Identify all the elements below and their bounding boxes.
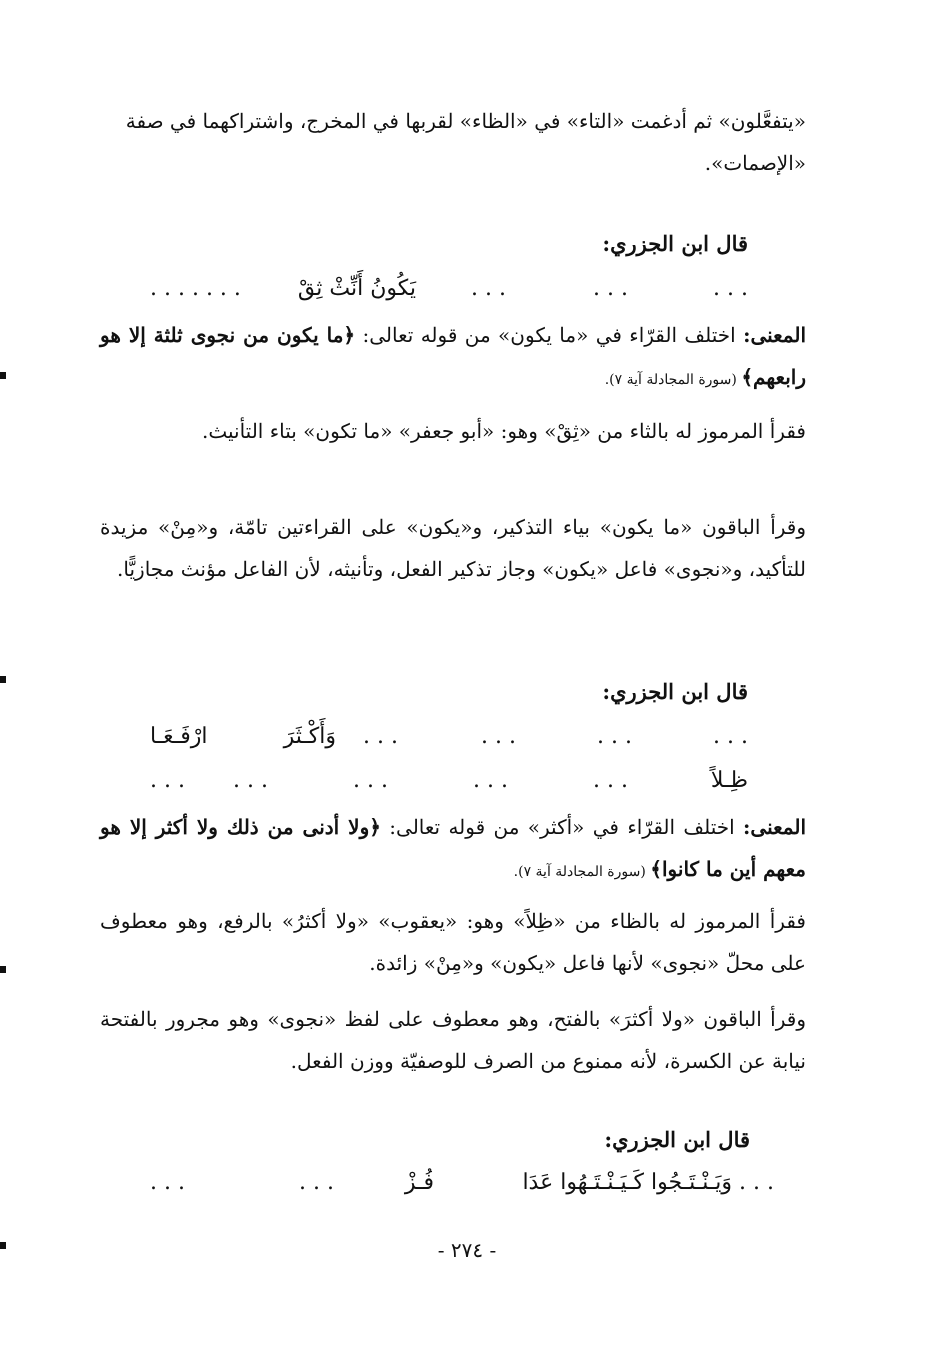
- verse-word: وَأَكْـثَرَ: [283, 724, 336, 749]
- page-number: - ٢٧٤ -: [437, 1238, 497, 1262]
- scan-edge-mark: [0, 676, 6, 683]
- meaning-text: اختلف القرّاء في «أكثر» من قوله تعالى:: [380, 815, 744, 839]
- section-1-paragraph-2: وقرأ الباقون «ما يكون» بياء التذكير، و«يكون» على القراءتين تامّة، و«مِنْ» مزيدة للتأكيد، و«نجوى» فاعل «يكون» وجاز تذكير الفعل، وتأنيثه، لأن الفاعل مؤنث مجازيًّا.: [100, 515, 807, 581]
- verse-word: فُـزْ: [404, 1170, 434, 1195]
- verse-dots: . . .: [353, 768, 388, 793]
- section-2-verse-line-1: [150, 718, 748, 756]
- scan-edge-mark: [0, 1242, 6, 1249]
- verse-dots: . . .: [150, 768, 185, 793]
- verse-word: ظِـلاً: [710, 768, 748, 793]
- section-1-verse: [150, 270, 748, 308]
- section-2-paragraph-2: وقرأ الباقون «ولا أكثرَ» بالفتح، وهو معطوف على لفظ «نجوى» وهو مجرور بالفتحة نيابة عن الكسرة، لأنه ممنوع من الصرف للوصفيّة ووزن الفعل.: [100, 1007, 806, 1073]
- surah-reference: (سورة المجادلة آية ٧).: [604, 372, 742, 388]
- section-2-paragraph-1: فقرأ المرموز له بالظاء من «ظِلاً» وهو: «يعقوب» «ولا أكثرُ» بالرفع، وهو معطوف على محلّ «نجوى» لأنها فاعل «يكون» و«مِنْ» زائدة.: [100, 909, 806, 975]
- section-3-verse: [150, 1164, 774, 1202]
- scan-edge-mark: [0, 372, 6, 379]
- quran-quote: ﴿ما يكون من نجوى ثلثة إلا هو رابعهم﴾: [100, 323, 806, 389]
- verse-dots: . . .: [363, 724, 398, 749]
- scan-edge-mark: [0, 966, 6, 973]
- section-1-meaning: [100, 314, 806, 401]
- verse-dots: . . .: [473, 768, 508, 793]
- section-3-heading: قال ابن الجزري:: [604, 1127, 750, 1152]
- verse-dots: . . .: [299, 1170, 334, 1195]
- verse-dots: . . .: [713, 724, 748, 749]
- verse-dots: . . .: [597, 724, 632, 749]
- section-1-heading: قال ابن الجزري:: [602, 231, 748, 256]
- verse-dots: . . .: [150, 1170, 185, 1195]
- intro-line-1: «يتفعَّلون» ثم أدغمت «التاء» في «الظاء» لقربها في المخرج، واشتراكهما في صفة: [125, 109, 806, 133]
- meaning-label: المعنى:: [743, 323, 807, 347]
- verse-words: . . . وَيَـنْـتَـجُوا كَـيَـنْـتَـهُوا عَدَا: [522, 1170, 774, 1195]
- section-1-paragraph-1: فقرأ المرموز له بالثاء من «ثِقْ» وهو: «أبو جعفر» «ما تكون» بتاء التأنيث.: [201, 419, 806, 443]
- verse-dots: . . .: [471, 276, 506, 301]
- verse-dots: . . .: [233, 768, 268, 793]
- section-2-verse-line-2: [150, 762, 748, 800]
- verse-dots: . . . . . . .: [150, 276, 241, 301]
- section-2-meaning: [100, 806, 806, 893]
- verse-dots: . . .: [713, 276, 748, 301]
- meaning-text: اختلف القرّاء في «ما يكون» من قوله تعالى:: [355, 323, 744, 347]
- intro-line-2: «الإصمات».: [704, 151, 806, 175]
- verse-word: ارْفَـعَـا: [150, 724, 208, 749]
- verse-words: يَكُونُ أَنِّثْ ثِقْ: [297, 276, 416, 301]
- meaning-label: المعنى:: [743, 815, 806, 839]
- verse-dots: . . .: [481, 724, 516, 749]
- quran-quote: ﴿ولا أدنى من ذلك ولا أكثر إلا هو معهم أين ما كانوا﴾: [100, 815, 806, 881]
- verse-dots: . . .: [593, 768, 628, 793]
- verse-dots: . . .: [593, 276, 628, 301]
- surah-reference: (سورة المجادلة آية ٧).: [513, 864, 651, 880]
- section-2-heading: قال ابن الجزري:: [602, 679, 748, 704]
